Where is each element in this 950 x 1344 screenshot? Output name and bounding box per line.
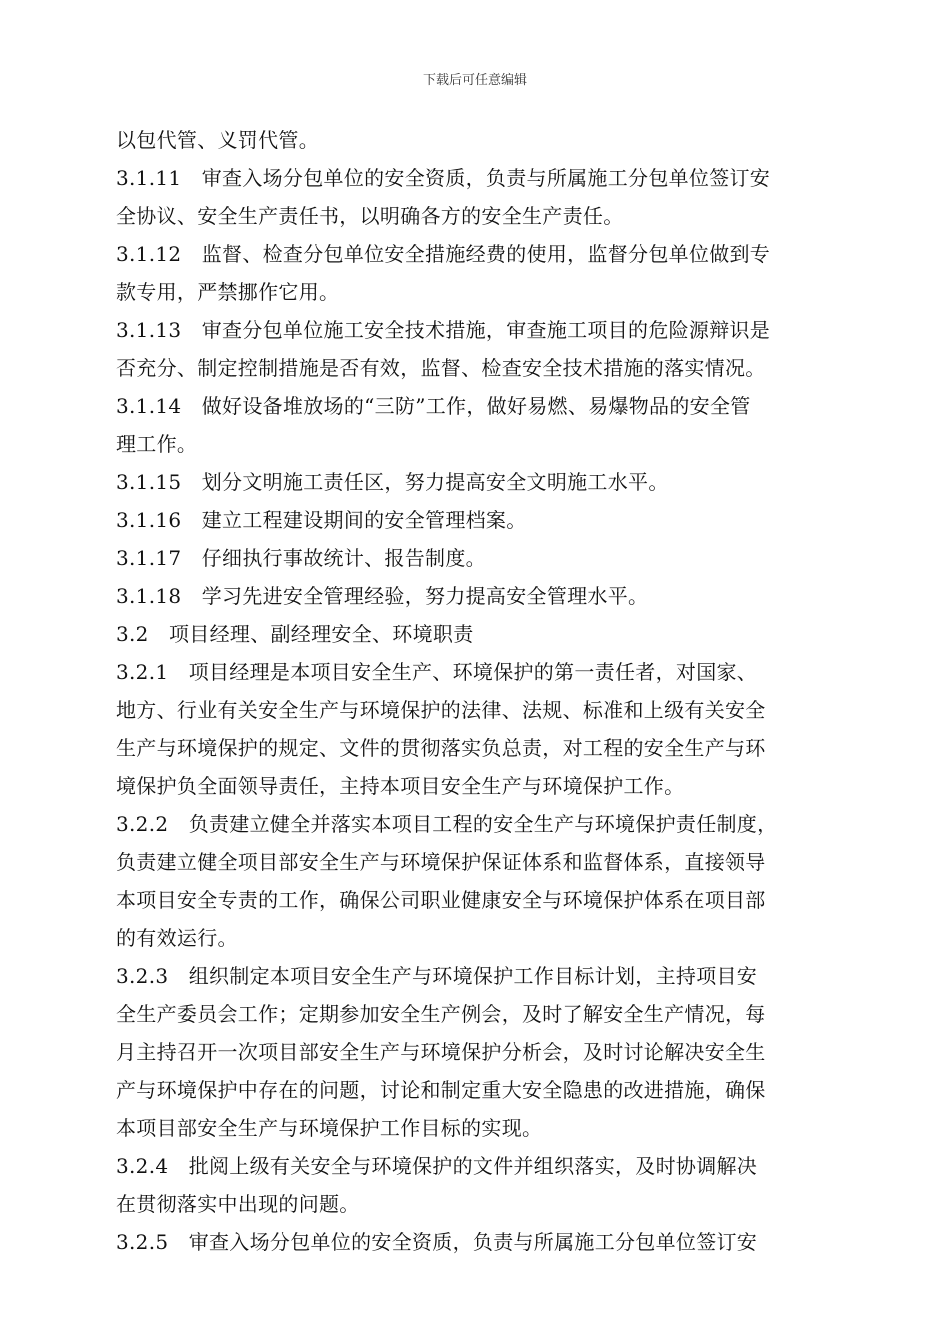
text-line: 3.2.5 审查入场分包单位的安全资质，负责与所属施工分包单位签订安 [116,1230,758,1254]
text-line: 境保护负全面领导责任，主持本项目安全生产与环境保护工作。 [116,774,685,798]
text-line: 在贯彻落实中出现的问题。 [116,1192,360,1216]
text-line: 3.1.16 建立工程建设期间的安全管理档案。 [116,508,527,532]
page-header: 下载后可任意编辑 [422,73,527,88]
text-line: 全生产委员会工作；定期参加安全生产例会，及时了解安全生产情况，每 [116,1002,766,1026]
text-line: 3.2.1 项目经理是本项目安全生产、环境保护的第一责任者，对国家、 [116,660,758,684]
section-heading: 3.2 项目经理、副经理安全、环境职责 [116,622,474,646]
text-line: 3.1.17 仔细执行事故统计、报告制度。 [116,546,486,570]
text-line: 3.1.11 审查入场分包单位的安全资质，负责与所属施工分包单位签订安 [116,166,771,190]
text-line: 本项目部安全生产与环境保护工作目标的实现。 [116,1116,543,1140]
document-body [116,121,846,1261]
text-line: 生产与环境保护的规定、文件的贯彻落实负总责，对工程的安全生产与环 [116,736,766,760]
text-line: 3.2.2 负责建立健全并落实本项目工程的安全生产与环境保护责任制度， [116,812,778,836]
text-line: 产与环境保护中存在的问题，讨论和制定重大安全隐患的改进措施，确保 [116,1078,766,1102]
text-line: 款专用，严禁挪作它用。 [116,280,340,304]
text-line: 以包代管、义罚代管。 [116,128,319,152]
text-line: 3.1.15 划分文明施工责任区，努力提高安全文明施工水平。 [116,470,669,494]
text-line: 月主持召开一次项目部安全生产与环境保护分析会，及时讨论解决安全生 [116,1040,766,1064]
text-line: 理工作。 [116,432,198,456]
text-line: 3.1.12 监督、检查分包单位安全措施经费的使用，监督分包单位做到专 [116,242,771,266]
text-line: 3.1.14 做好设备堆放场的“三防”工作，做好易燃、易爆物品的安全管 [116,394,751,418]
text-line: 地方、行业有关安全生产与环境保护的法律、法规、标准和上级有关安全 [116,698,766,722]
text-line: 本项目安全专责的工作，确保公司职业健康安全与环境保护体系在项目部 [116,888,766,912]
text-line: 全协议、安全生产责任书，以明确各方的安全生产责任。 [116,204,624,228]
text-line: 3.2.4 批阅上级有关安全与环境保护的文件并组织落实，及时协调解决 [116,1154,758,1178]
text-line: 负责建立健全项目部安全生产与环境保护保证体系和监督体系，直接领导 [116,850,766,874]
text-line: 3.1.13 审查分包单位施工安全技术措施，审查施工项目的危险源辩识是 [116,318,771,342]
text-line: 3.2.3 组织制定本项目安全生产与环境保护工作目标计划，主持项目安 [116,964,758,988]
text-line: 3.1.18 学习先进安全管理经验，努力提高安全管理水平。 [116,584,649,608]
text-line: 的有效运行。 [116,926,238,950]
text-line: 否充分、制定控制措施是否有效，监督、检查安全技术措施的落实情况。 [116,356,766,380]
